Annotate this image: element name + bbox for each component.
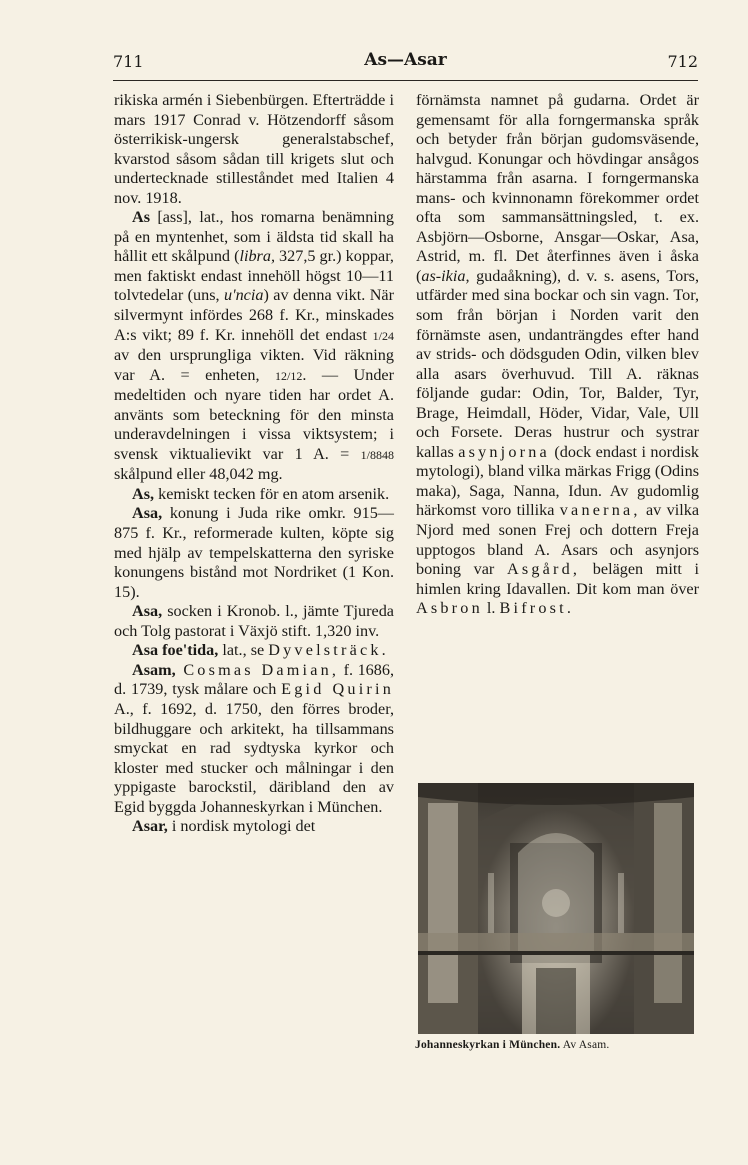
page-number-right: 712 bbox=[667, 52, 698, 71]
fraction: 1/24 bbox=[372, 328, 394, 343]
running-title: As—Asar bbox=[364, 50, 447, 70]
entry-asar-continued: förnämsta namnet på gudarna. Ordet är gemensamt för alla forngermanska språk och betyder från början gudomsväsende, halvgud. Konungar och hövdingar ansågos härstamma från asarna. I forngermanska mans- och kvinnonamn förekommer ordet ofta som sammansättningsled, t. ex. Asbjörn—Osborne, Ansgar—Oskar, Asa, Astrid, m. fl. Det återfinnes även i åska (as-ikia, gudaåkning), d. v. s. asens, Tors, utfärder med sina bockar och sin vagn. Tor, som från början i Norden varit den förnämste asen, undanträngdes efter hand av strids- och dödsguden Odin, vilken blev alla asars överhuvud. Till A. räknas följande gudar: Odin, Tor, Balder, Tyr, Brage, Heimdall, Höder, Vidar, Vale, Ull och Forsete. Deras hustrur och systrar kallas asynjorna (dock endast i nordisk mytologi), bland vilka märkas Frigg (Odins maka), Saga, Nanna, Idun. Av gudomlig härkomst voro tillika vanerna, av vilka Njord med sonen Frej och dottern Freja upptogos bland A. Asars och asynjors boning var Asgård, belägen mitt i himlen kring Idavallen. Dit kom man över Asbron l. Bifrost. bbox=[416, 91, 699, 618]
entry-asam: Asam, Cosmas Damian, f. 1686, d. 1739, tysk målare och Egid Quirin A., f. 1692, d. 1750, den förres broder, bildhuggare och arkitekt, ha tillsammans smyckat en rad sydtyska kyrkor och kloster med stucker och målningar i den yppigaste barockstil, däribland den av Egid byggda Johanneskyrkan i München. bbox=[114, 660, 394, 816]
fraction: 1/8848 bbox=[360, 447, 394, 462]
page-header bbox=[113, 50, 698, 76]
headword-as: As bbox=[132, 208, 150, 227]
page-number-left: 711 bbox=[113, 52, 144, 71]
headword-asa-foetida: Asa foe'tida, bbox=[132, 641, 219, 660]
fraction: 12/12 bbox=[274, 368, 303, 383]
entry-asa-parish: Asa, socken i Kronob. l., jämte Tjureda och Tolg pastorat i Växjö stift. 1,320 inv. bbox=[114, 602, 394, 640]
continued-paragraph: rikiska armén i Siebenbürgen. Efterträdde i mars 1917 Conrad v. Hötzendorff såsom österrikisk-ungersk generalstabschef, kvarstod såsom sådan till krigets slut och undertecknade stilleståndet med Italien 4 nov. 1918. bbox=[114, 91, 394, 207]
entry-as-chem: As, kemiskt tecken för en atom arsenik. bbox=[132, 484, 390, 503]
caption-title: Johanneskyrkan i München. bbox=[415, 1039, 561, 1051]
headword-asam: Asam, bbox=[132, 660, 176, 679]
header-rule bbox=[113, 80, 698, 81]
headword-asa-king: Asa, bbox=[132, 504, 163, 523]
right-column bbox=[416, 91, 699, 619]
entry-asa-king: Asa, konung i Juda rike omkr. 915—875 f. Kr., reformerade kulten, köpte sig med hjälp av tempelskatterna den syriske konungens bistånd mot Nordriket (1 Kon. 15). bbox=[114, 504, 394, 601]
entry-asa-foetida: Asa foe'tida, lat., se Dyvelsträck. bbox=[132, 641, 389, 660]
entry-asar: Asar, i nordisk mytologi det bbox=[132, 817, 316, 836]
church-interior-photo bbox=[418, 783, 694, 1034]
headword-asar: Asar, bbox=[132, 817, 168, 836]
entry-as: As [ass], lat., hos romarna benämning på en myntenhet, som i äldsta tid skall ha hållit ett skålpund (libra, 327,5 gr.) koppar, men faktiskt endast innehöll högst 10—11 tolvtedelar (uns, u'ncia) av denna vikt. När silvermynt infördes 268 f. Kr., minskades A:s vikt; 89 f. Kr. innehöll det endast 1/24 av den ursprungliga vikten. Vid räkning var A. = enheten, 12/12. — Under medeltiden och nyare tiden har ordet A. använts som beteckning för den minsta underavdelningen i vissa viktsystem; i svensk viktualievikt var 1 A. = 1/8848 skålpund eller 48,042 mg. bbox=[114, 208, 394, 484]
headword-asa-parish: Asa, bbox=[132, 602, 163, 621]
figure-caption bbox=[415, 1039, 703, 1051]
cross-reference: Dyvelsträck. bbox=[268, 641, 389, 660]
headword-as-chem: As, bbox=[132, 484, 155, 503]
church-interior-illustration bbox=[418, 783, 694, 1034]
caption-credit: Av Asam. bbox=[560, 1039, 610, 1051]
left-column bbox=[114, 91, 394, 837]
